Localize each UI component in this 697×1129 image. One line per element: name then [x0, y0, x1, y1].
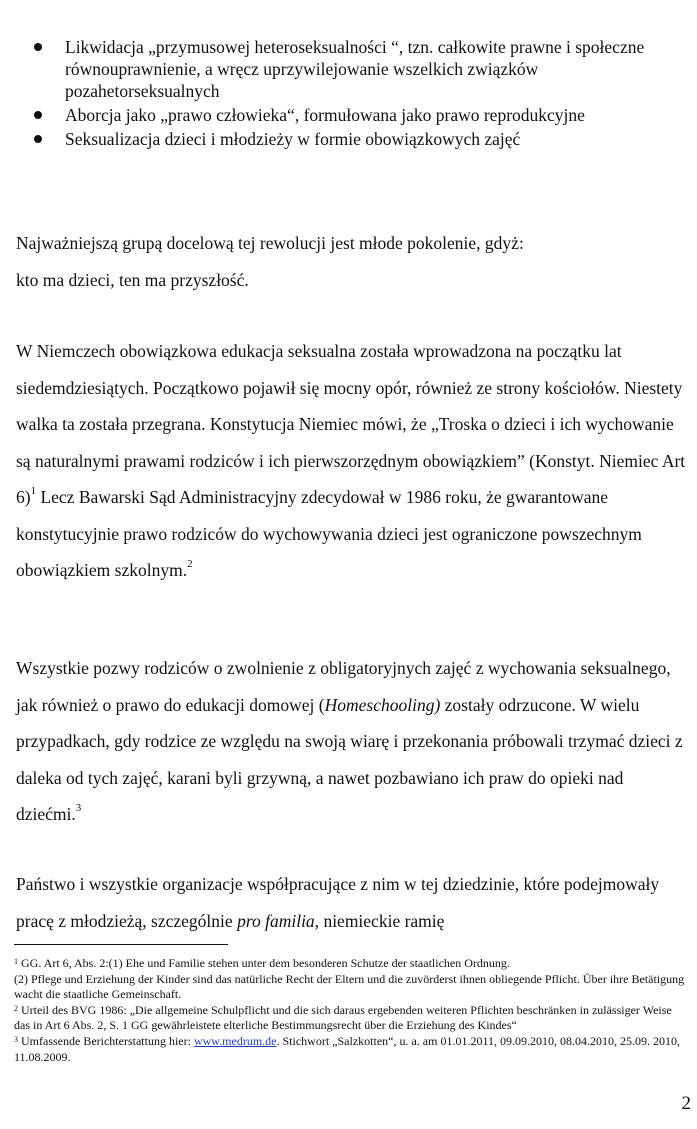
paragraph-text: W Niemczech obowiązkowa edukacja seksualna została wprowadzona na początku lat siedemdziesiątych. Początkowo pojawił się mocny opór, również ze strony kościołów. Niestety walka ta została przegrana. Konstytucja Niemiec mówi, że „Troska o dzieci i ich wychowanie są naturalnymi prawami rodziców i ich pierwszorzędnym obowiązkiem” (Konstyt. Niemiec Art 6) [16, 341, 686, 507]
medrum-link[interactable]: www.medrum.de [193, 1033, 277, 1048]
footnote-number: 3 [14, 1034, 18, 1044]
bullet-dot-icon [34, 43, 42, 51]
paragraph-text: niemieckie ramię [319, 910, 445, 931]
footnote-ref-1[interactable]: 1 [30, 485, 37, 497]
footnote-1 [14, 956, 689, 972]
footnote-text: GG. Art 6, Abs. 2:(1) Ehe und Familie stehen unter dem besonderen Schutze der staatlichen Ordnung. [21, 956, 510, 970]
footnote-ref-2[interactable]: 2 [187, 558, 193, 570]
page-number: 2 [681, 1093, 691, 1114]
list-item [0, 104, 697, 126]
list-item [0, 128, 697, 150]
pro-familia-term: pro familia, [237, 910, 320, 931]
bullet-text: Seksualizacja dzieci i młodzieży w formie obowiązkowych zajęć [65, 129, 521, 149]
paragraph-target-group: Najważniejszą grupą docelową tej rewolucji jest młode pokolenie, gdyż: kto ma dzieci, ten ma przyszłość. [16, 233, 524, 290]
footnote-text: Umfassende Berichterstattung hier: [21, 1033, 194, 1048]
homeschooling-term: Homeschooling) [324, 694, 441, 715]
paragraph-text: Lecz Bawarski Sąd Administracyjny zdecydował w 1986 roku, że gwarantowane konstytucyjnie prawo rodziców do wychowywania dzieci jest ograniczone powszechnym obowiązkiem szkolnym. [16, 487, 642, 580]
bullet-text: Aborcja jako „prawo człowieka“, formułowana jako prawo reprodukcyjne [65, 105, 585, 125]
paragraph-lawsuits [16, 650, 688, 833]
paragraph-text: Wszystkie pozwy rodziców o zwolnienie z obligatoryjnych zajęć z wychowania seksualnego, jak również o prawo do edukacji domowej ( [16, 658, 671, 715]
paragraph-text: Państwo i wszystkie organizacje współpracujące z nim w tej dziedzinie, które podejmowały pracę z młodzieżą, szczególnie [16, 874, 660, 931]
footnote-3 [14, 1034, 689, 1065]
list-item [0, 36, 697, 102]
bullet-dot-icon [34, 111, 42, 119]
footnote-number: 2 [14, 1003, 18, 1013]
paragraph-germany-sex-education [16, 333, 688, 589]
footnote-ref-3[interactable]: 3 [75, 802, 82, 814]
footnotes [14, 956, 689, 1065]
footnote-2 [14, 1003, 689, 1034]
bullet-list [0, 36, 697, 152]
footnote-1-continued: (2) Pflege und Erziehung der Kinder sind das natürliche Recht der Eltern und die zuvörderst ihnen obliegende Pflicht. Über ihre Betätigung wacht die staatliche Gemeinschaft. [14, 971, 685, 1002]
bullet-dot-icon [34, 135, 42, 143]
bullet-text: Likwidacja „przymusowej heteroseksualności “, tzn. całkowite prawne i społeczne równouprawnienie, a wręcz uprzywilejowanie wszelkich związków pozahetorseksualnych [65, 37, 645, 101]
footnote-number: 1 [14, 957, 18, 966]
footnote-text: Urteil des BVG 1986: „Die allgemeine Schulpflicht und die sich daraus ergebenden weiteren Pflichten beschränken in zulässiger Weise das in Art 6 Abs. 2, S. 1 GG gewährleistete elterliche Bestimmungsrecht über die Erziehung des Kindes“ [14, 1002, 672, 1033]
paragraph-text: zostały odrzucone. W wielu przypadkach, gdy rodzice ze względu na swoją wiarę i przekonania próbowali trzymać dzieci z daleka od tych zajęć, karani byli grzywną, a nawet pozbawiano ich praw do opieki nad dziećmi. [16, 694, 683, 824]
footnote-divider [14, 944, 228, 945]
paragraph-state-organizations [16, 866, 688, 939]
footnote-text: . Stichwort „Salzkotten“, u. a. am 01.01.2011, 09.09.2010, 08.04.2010, 25.09. 2010, 11.08.2009. [14, 1033, 681, 1064]
